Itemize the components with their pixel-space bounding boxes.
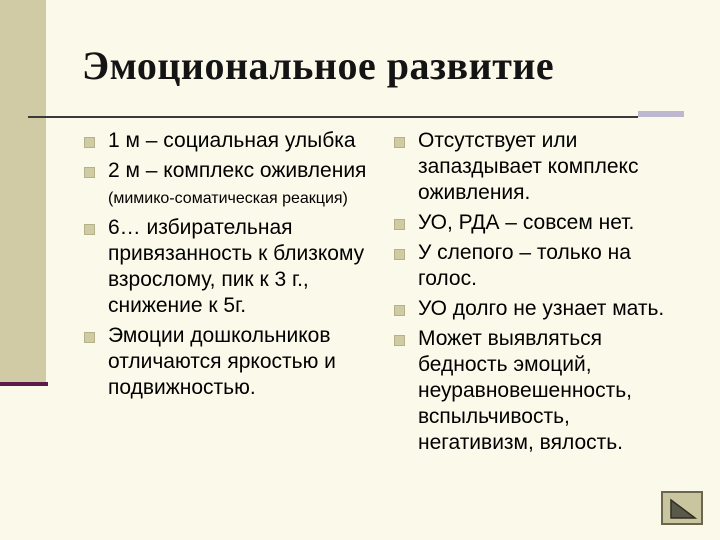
- right-bullet-list: [394, 128, 684, 460]
- title-divider-accent: [638, 111, 684, 117]
- decorative-band-edge: [0, 382, 48, 386]
- list-item-text: 6… избирательная привязанность к близкому взрослому, пик к 3 г., снижение к 5г.: [108, 216, 365, 317]
- list-item-note: (мимико-соматическая реакция): [108, 190, 348, 207]
- list-item: [394, 296, 684, 322]
- list-item-text: У слепого – только на голос.: [418, 241, 631, 290]
- square-bullet-icon: [84, 137, 95, 148]
- list-item: [84, 158, 374, 211]
- list-item: [84, 323, 374, 401]
- list-item-text: Эмоции дошкольников отличаются яркостью и подвижностью.: [108, 324, 336, 399]
- list-item-text: 2 м – комплекс оживления: [108, 159, 367, 182]
- square-bullet-icon: [394, 219, 405, 230]
- slide-title: Эмоциональное развитие: [82, 43, 555, 88]
- decorative-side-band: [0, 0, 46, 382]
- left-bullet-list: [84, 128, 374, 405]
- square-bullet-icon: [394, 137, 405, 148]
- list-item-text: УО, РДА – совсем нет.: [418, 211, 635, 234]
- list-item: [394, 240, 684, 292]
- list-item: [394, 326, 684, 456]
- square-bullet-icon: [84, 332, 95, 343]
- square-bullet-icon: [84, 167, 95, 178]
- title-divider: [28, 116, 638, 118]
- list-item: [394, 128, 684, 206]
- list-item: [84, 215, 374, 319]
- list-item: [84, 128, 374, 154]
- square-bullet-icon: [84, 224, 95, 235]
- list-item-text: Может выявляться бедность эмоций, неуравновешенность, вспыльчивость, негативизм, вялость.: [418, 327, 632, 454]
- list-item: [394, 210, 684, 236]
- square-bullet-icon: [394, 249, 405, 260]
- list-item-text: 1 м – социальная улыбка: [108, 129, 356, 152]
- square-bullet-icon: [394, 335, 405, 346]
- list-item-text: УО долго не узнает мать.: [418, 297, 665, 320]
- list-item-text: Отсутствует или запаздывает комплекс оживления.: [418, 129, 639, 204]
- square-bullet-icon: [394, 305, 405, 316]
- back-arrow-icon: [667, 496, 697, 520]
- back-navigation-button[interactable]: [661, 491, 703, 525]
